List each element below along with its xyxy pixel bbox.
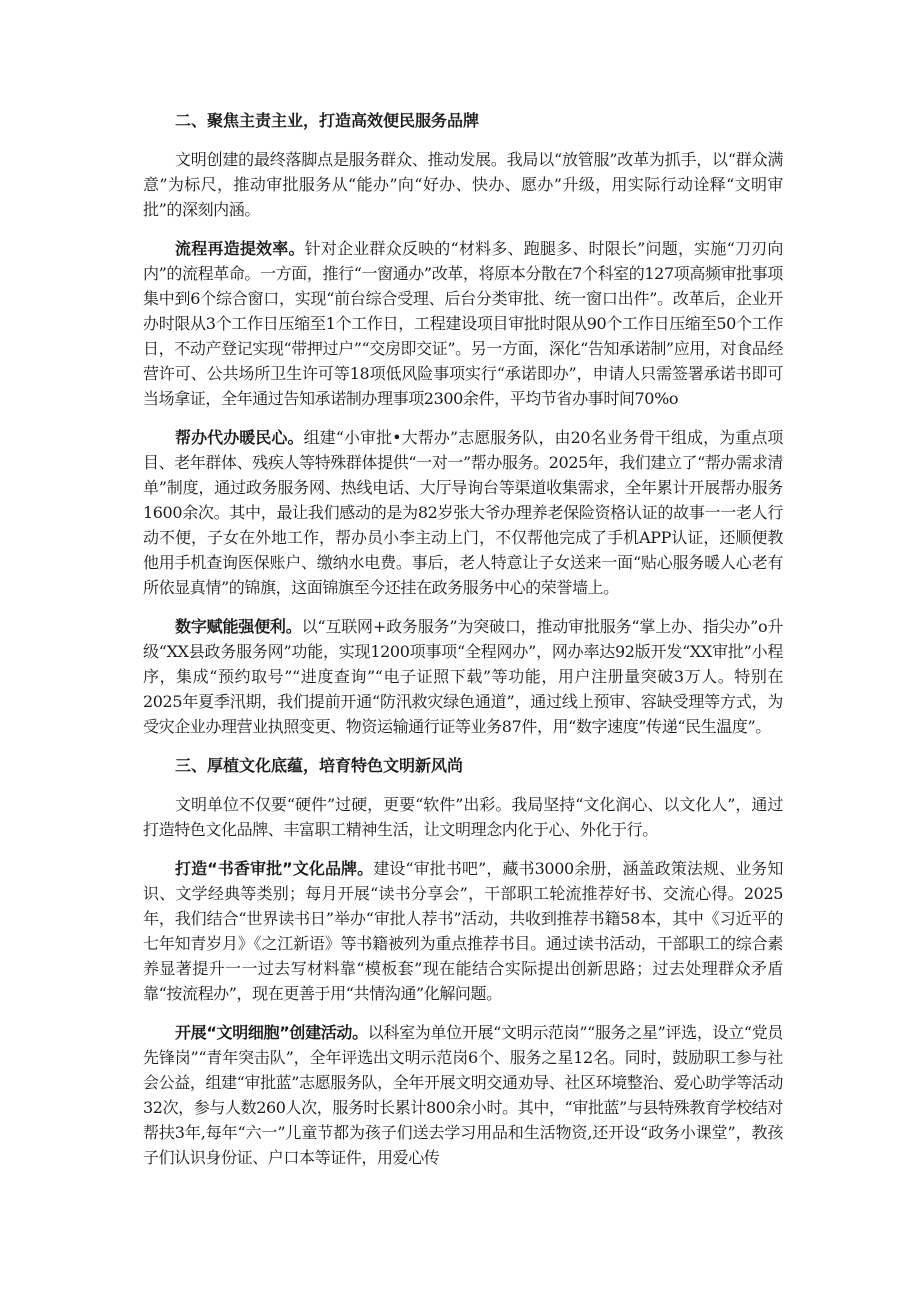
paragraph-body: 组建“小审批•大帮办”志愿服务队，由20名业务骨干组成，为重点项目、老年群体、残疾人等特殊群体提供“一对一”帮办服务。2025年，我们建立了“帮办需求清单”制度，通过政务服务网、热线电话、大厅导询台等渠道收集需求，全年累计开展帮办服务1600余次。其中，最让我们感动的是为82岁张大爷办理养老保险资格认证的故事一一老人行动不便，子女在外地工作，帮办员小李主动上门，不仅帮他完成了手机APP认证，还顺便教他用手机查询医保账户、缴纳水电费。事后，老人特意让子女送来一面“贴心服务暖人心老有所依显真情”的锦旗，这面锦旗至今还挂在政务服务中心的荣誉墙上。	[143, 428, 783, 597]
document-page	[143, 108, 783, 1170]
paragraph-lead: 开展“文明细胞”创建活动。	[175, 1023, 368, 1042]
paragraph-body: 建设“审批书吧”，藏书3000余册，涵盖政策法规、业务知识、文学经典等类别；每月开展“读书分享会”，干部职工轮流推荐好书、交流心得。2025年，我们结合“世界读书日”举办“审批人荐书”活动，共收到推荐书籍58本，其中《习近平的七年知青岁月》《之江新语》等书籍被列为重点推荐书目。通过读书活动，干部职工的综合素养显著提升一一过去写材料靠“模板套”现在能结合实际提出创新思路；过去处理群众矛盾靠“按流程办”，现在更善于用“共情沟通”化解问题。	[143, 859, 783, 1003]
paragraph-body: 针对企业群众反映的“材料多、跑腿多、时限长”问题，实施“刀刃向内”的流程革命。一方面，推行“一窗通办”改革，将原本分散在7个科室的127项高频审批事项集中到6个综合窗口，实现“前台综合受理、后台分类审批、统一窗口出件”。改革后，企业开办时限从3个工作日压缩至1个工作日，工程建设项目审批时限从90个工作日压缩至50个工作日，不动产登记实现“带押过户”“交房即交证”。另一方面，深化“告知承诺制”应用，对食品经营许可、公共场所卫生许可等18项低风险事项实行“承诺即办”，申请人只需签署承诺书即可当场拿证，全年通过告知承诺制办理事项2300余件，平均节省办事时间70%o	[143, 239, 783, 408]
paragraph-lead: 帮办代办暖民心。	[175, 428, 304, 447]
paragraph-lead: 打造“书香审批”文化品牌。	[175, 859, 374, 878]
section-intro: 文明创建的最终落脚点是服务群众、推动发展。我局以“放管服”改革为抓手，以“群众满意”为标尺，推动审批服务从“能办”向“好办、快办、愿办”升级，用实际行动诠释“文明审批”的深刻内涵。	[143, 150, 783, 219]
paragraph-body: 以科室为单位开展“文明示范岗”“服务之星”评选，设立“党员先锋岗”“青年突击队”，全年评选出文明示范岗6个、服务之星12名。同时，鼓励职工参与社会公益，组建“审批蓝”志愿服务队，全年开展文明交通劝导、社区环境整治、爱心助学等活动32次，参与人数260人次，服务时长累计800余小时。其中，“审批蓝”与县特殊教育学校结对帮扶3年,每年“六一”儿童节都为孩子们送去学习用品和生活物资,还开设“政务小课堂”，教孩子们认识身份证、户口本等证件，用爱心传	[143, 1023, 783, 1167]
paragraph-body: 以“互联网+政务服务”为突破口，推动审批服务“掌上办、指尖办”o升级“XX县政务服务网”功能，实现1200项事项“全程网办”，网办率达92版开发“XX审批”小程序，集成“预约取号”“进度查询”“电子证照下载”等功能，用户注册量突破3万人。特别在2025年夏季汛期，我们提前开通“防汛救灾绿色通道”，通过线上预审、容缺受理等方式，为受灾企业办理营业执照变更、物资运输通行证等业务87件，用“数字速度”传递“民生温度”。	[143, 617, 783, 736]
section-heading: 三、厚植文化底蕴，培育特色文明新风尚	[175, 756, 464, 775]
paragraph-lead: 流程再造提效率。	[175, 239, 305, 258]
paragraph-digital	[143, 614, 783, 739]
section-intro: 文明单位不仅要“硬件”过硬，更要“软件”出彩。我局坚持“文化润心、以文化人”，通过打造特色文化品牌、丰富职工精神生活，让文明理念内化于心、外化于行。	[143, 795, 783, 839]
paragraph-assistance	[143, 425, 783, 600]
paragraph-process-reform	[143, 236, 783, 411]
paragraph-civility-cells	[143, 1020, 783, 1170]
paragraph-lead: 数字赋能强便利。	[175, 617, 302, 636]
paragraph-reading-brand	[143, 856, 783, 1006]
section-heading: 二、聚焦主责主业，打造高效便民服务品牌	[175, 111, 480, 130]
